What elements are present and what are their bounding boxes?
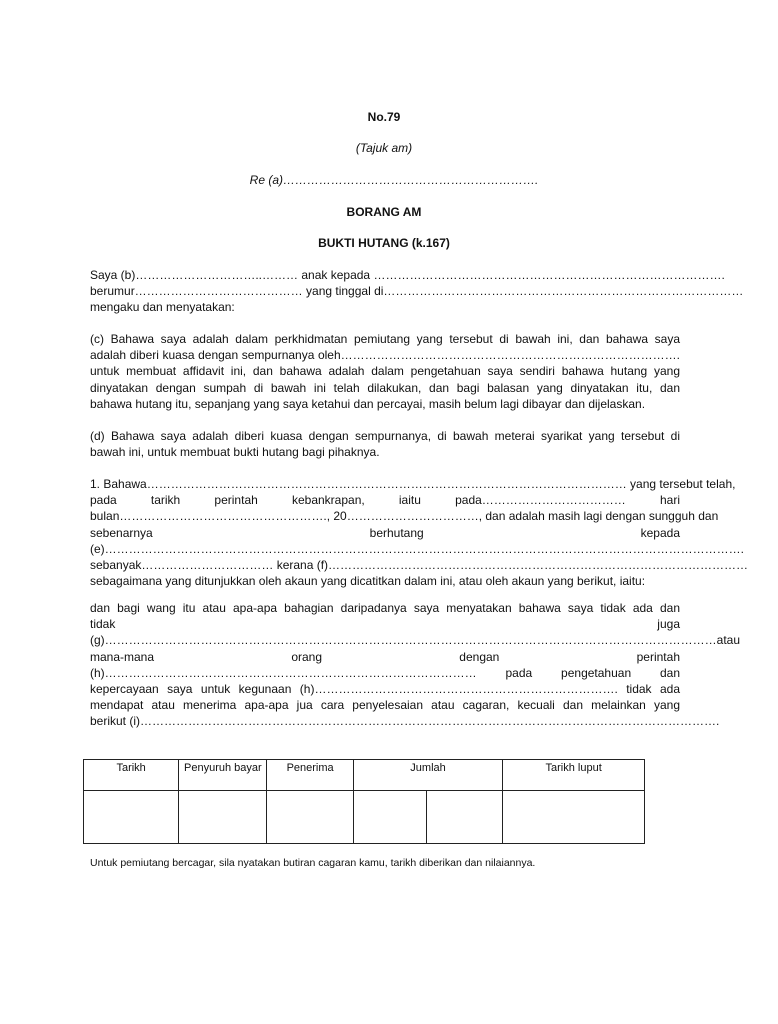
para-d-line: (d) Bahawa saya adalah diberi kuasa dengan sempurnanya, di bawah meterai syarikat yang tersebut di bbox=[90, 429, 680, 443]
para-2-line: mana-mana orang dengan perintah bbox=[90, 649, 680, 664]
table-cell[interactable] bbox=[503, 791, 645, 844]
intro-parent-field: ……………………………………………………………………………. bbox=[373, 268, 725, 282]
para-c-line: (c) Bahawa saya adalah dalam perkhidmatan pemiutang yang tersebut di bawah ini, dan bahawa saya bbox=[90, 332, 680, 346]
table-cell[interactable] bbox=[426, 791, 503, 844]
para-1-line: sebagaimana yang ditunjukkan oleh akaun yang dicatitkan dalam ini, atau oleh akaun yang berikut, iaitu: bbox=[90, 574, 646, 589]
para-2-line: (h)………………………………………………………………………………… pada pengetahuan dan bbox=[90, 665, 680, 680]
para-2-line: tidak juga bbox=[90, 617, 680, 632]
para-2-line: kepercayaan saya untuk kegunaan (h)…………………………………………………………………. tidak ada bbox=[90, 681, 680, 696]
table-cell[interactable] bbox=[179, 791, 267, 844]
header-penyuruh-bayar: Penyuruh bayar bbox=[179, 760, 267, 791]
para-1-line: (e)……………………………………………………………………………………………………………………………………………. bbox=[90, 541, 744, 556]
para-1-line: sebanyak…………………………… kerana (f)…………………………………………………………………………………………… bbox=[90, 557, 749, 572]
para-1-line: bulan……………………………………………., 20……………………………, dan adalah masih lagi dengan sungguh dan bbox=[90, 509, 719, 524]
debt-table bbox=[83, 759, 645, 844]
intro-name-field: Saya (b)…………………………..……… bbox=[90, 268, 299, 282]
para-1-line: pada tarikh perintah kebankrapan, iaitu pada……………………………… hari bbox=[90, 493, 680, 508]
form-title: BUKTI HUTANG (k.167) bbox=[318, 236, 450, 250]
intro-line-2 bbox=[90, 283, 744, 299]
header-tarikh: Tarikh bbox=[84, 760, 179, 791]
para-c-line: adalah diberi kuasa dengan sempurnanya oleh…………………………………………………………………………. bbox=[90, 348, 680, 363]
table-row bbox=[84, 791, 645, 844]
intro-line-1 bbox=[90, 267, 725, 283]
form-name: BORANG AM bbox=[346, 205, 422, 219]
para-2-line: dan bagi wang itu atau apa-apa bahagian daripadanya saya menyatakan bahawa saya tidak ada dan bbox=[90, 601, 680, 615]
para-1-line: 1. Bahawa………………………………………………………………………………………………………… yang tersebut telah, bbox=[90, 477, 736, 491]
para-d-line: bawah ini, untuk membuat bukti hutang bagi pihaknya. bbox=[90, 445, 380, 460]
intro-child-of: anak kepada bbox=[301, 268, 371, 282]
table-cell[interactable] bbox=[353, 791, 426, 844]
intro-address-field: yang tinggal di……………………………………………………………………………… bbox=[306, 284, 744, 299]
para-c-line: bahawa hutang itu, sepanjang yang saya ketahui dan percayai, masih belum lagi dibayar dan dijelaskan. bbox=[90, 396, 646, 411]
re-line: Re (a)………………………………………………………. bbox=[249, 173, 539, 187]
table-cell[interactable] bbox=[84, 791, 179, 844]
table-header-row bbox=[84, 760, 645, 791]
para-2-line: berikut (i)………………………………………………………………………………………………………………………………. bbox=[90, 714, 720, 729]
header-tarikh-luput: Tarikh luput bbox=[503, 760, 645, 791]
intro-line-3: mengaku dan menyatakan: bbox=[90, 300, 235, 315]
paragraph-d bbox=[90, 428, 680, 460]
paragraph-2 bbox=[90, 600, 741, 730]
form-subtitle: (Tajuk am) bbox=[355, 141, 413, 155]
paragraph-c bbox=[90, 331, 680, 412]
para-1-line: sebenarnya berhutang kepada bbox=[90, 525, 680, 540]
form-number: No.79 bbox=[367, 110, 401, 124]
table-cell[interactable] bbox=[267, 791, 353, 844]
para-c-line: untuk membuat affidavit ini, dan bahawa adalah dalam pengetahuan saya sendiri bahawa hutang yang bbox=[90, 364, 680, 379]
para-2-line: mendapat atau menerima apa-apa jua cara penyelesaian atau cagaran, kecuali dan melainkan yang bbox=[90, 698, 680, 713]
para-2-line: (g)………………………………………………………………………………………………………………………………………atau bbox=[90, 633, 741, 648]
header-jumlah: Jumlah bbox=[353, 760, 503, 791]
intro-age-field: berumur…………………………………… bbox=[90, 284, 303, 299]
para-c-line: dinyatakan dengan sumpah di bawah ini telah dilakukan, dan bagi balasan yang dinyatakan itu, dan bbox=[90, 380, 680, 395]
header-penerima: Penerima bbox=[267, 760, 353, 791]
footnote: Untuk pemiutang bercagar, sila nyatakan butiran cagaran kamu, tarikh diberikan dan nilaiannya. bbox=[90, 857, 536, 869]
intro-block bbox=[90, 267, 744, 316]
paragraph-1 bbox=[90, 476, 749, 589]
